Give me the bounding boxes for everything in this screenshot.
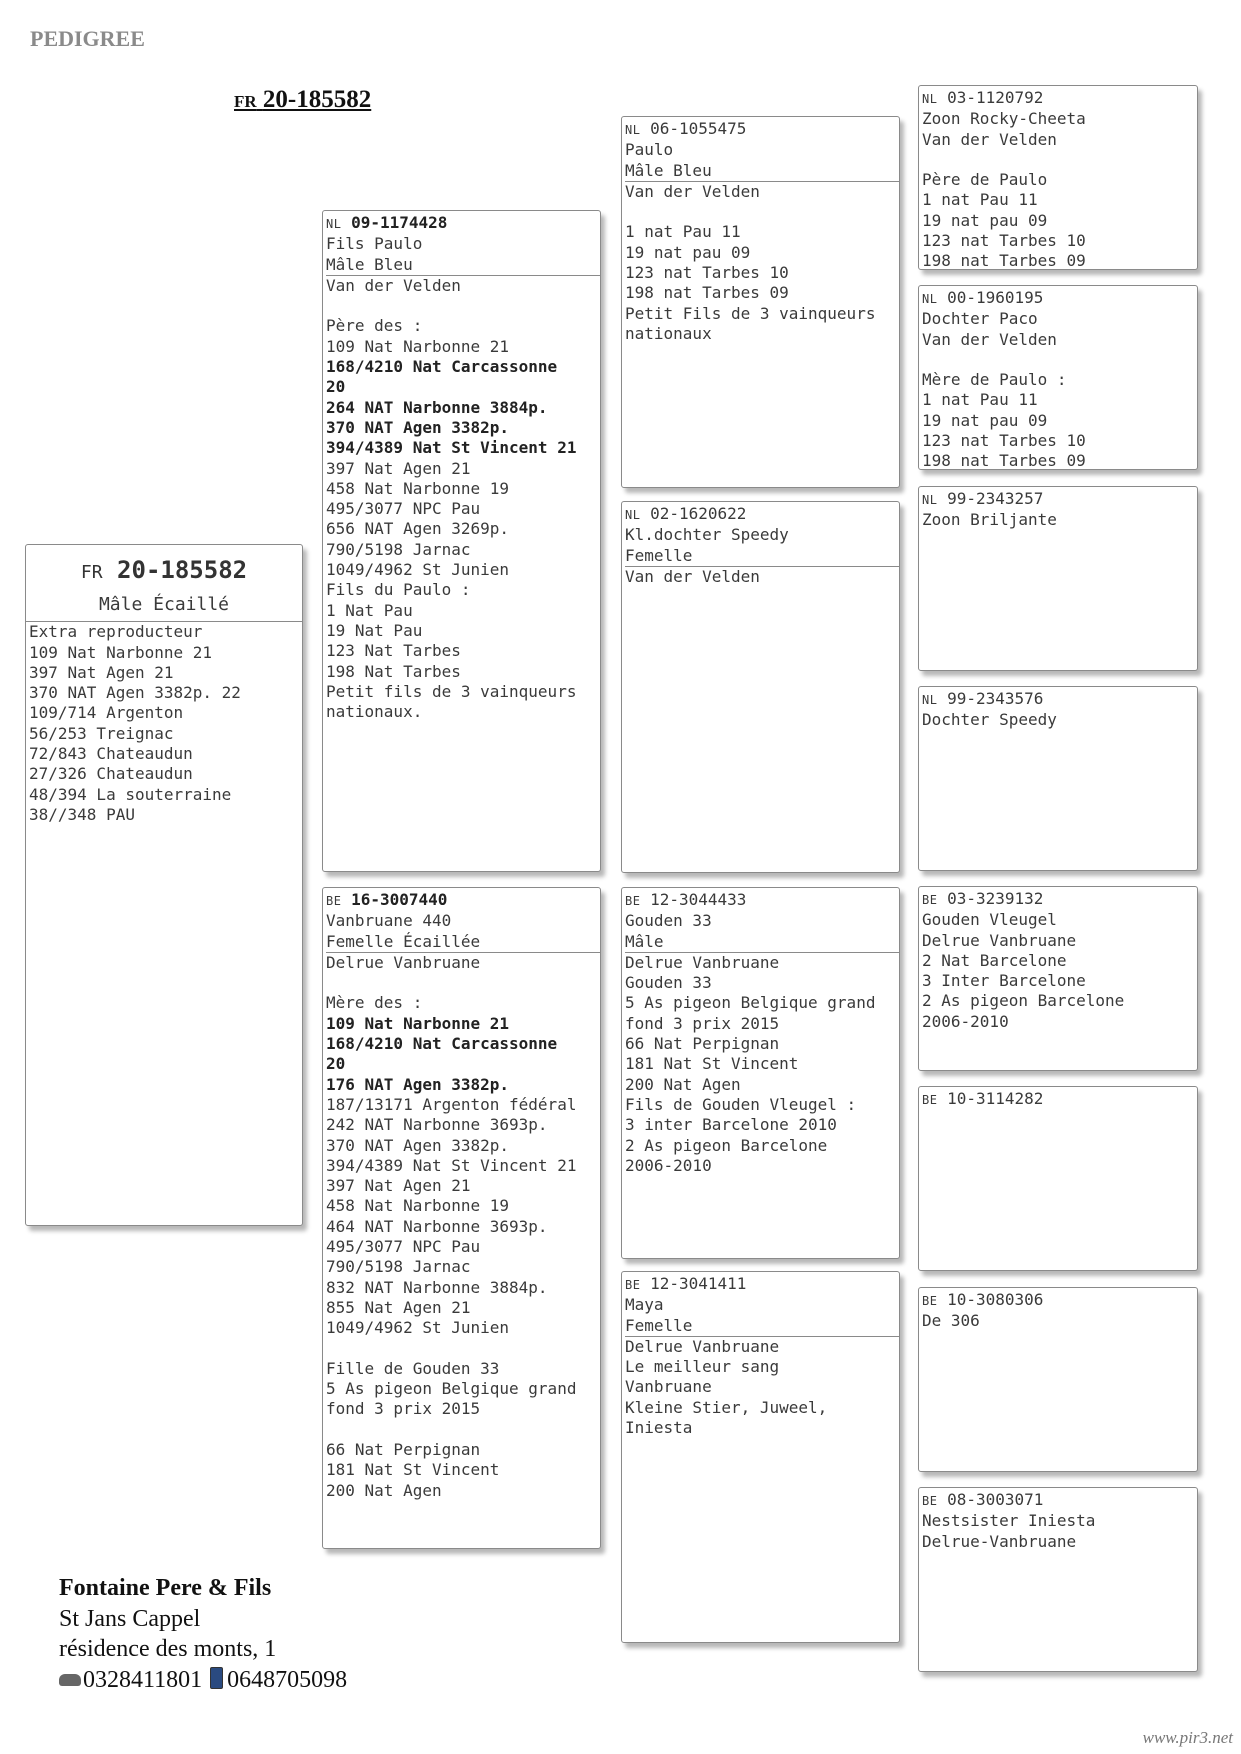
pigeon-sex: Mâle — [625, 932, 899, 953]
site-watermark: www.pir3.net — [1142, 1728, 1233, 1747]
note-line: Zoon Briljante — [922, 510, 1057, 530]
note-line: 2006-2010 — [922, 1011, 1009, 1031]
note-line: nationaux. — [326, 702, 423, 722]
pigeon-name: Gouden 33 — [625, 911, 712, 931]
sire-sex: Mâle Bleu — [326, 255, 600, 276]
owner-contact — [59, 1665, 347, 1696]
note-line: 397 Nat Agen 21 — [29, 662, 174, 682]
ring-country: BE — [625, 1278, 641, 1292]
great-grandparent-box — [918, 486, 1198, 671]
telephone-icon — [59, 1674, 81, 1686]
note-line: 2 Nat Barcelone — [922, 950, 1067, 970]
pigeon-breeder: Van der Velden — [625, 181, 760, 201]
note-line: 109 Nat Narbonne 21 — [29, 642, 213, 662]
note-line — [922, 350, 1194, 370]
ring-number: 08-3003071 — [947, 1490, 1044, 1509]
ring-number: 99-2343576 — [947, 689, 1044, 708]
note-line: 123 nat Tarbes 10 — [922, 231, 1086, 251]
note-line: Père de Paulo — [922, 170, 1048, 190]
note-line: Gouden Vleugel — [922, 910, 1057, 930]
note-line: 19 nat pau 09 — [922, 410, 1048, 430]
note-line: 123 nat Tarbes 10 — [922, 431, 1086, 451]
note-line: 20 — [326, 377, 346, 397]
note-line: Fils du Paulo : — [326, 580, 471, 600]
note-line: Iniesta — [625, 1418, 693, 1438]
owner-city: St Jans Cappel — [59, 1605, 201, 1632]
note-line: Fille de Gouden 33 — [326, 1358, 500, 1378]
note-line: De 306 — [922, 1311, 980, 1331]
sire-notes — [326, 296, 597, 722]
sire-name: Fils Paulo — [326, 234, 423, 254]
note-line: 66 Nat Perpignan — [326, 1440, 481, 1460]
ring-line — [625, 890, 896, 911]
note-line: 56/253 Treignac — [29, 723, 174, 743]
subject-box — [25, 544, 303, 1226]
ring-number: 12-3041411 — [650, 1274, 747, 1293]
ring-country: BE — [922, 893, 938, 907]
note-line: 198 nat Tarbes 09 — [625, 283, 789, 303]
note-line: Delrue Vanbruane — [922, 930, 1077, 950]
dam-country: BE — [326, 894, 342, 908]
note-line: fond 3 prix 2015 — [625, 1013, 780, 1033]
ring-line — [922, 489, 1194, 510]
note-line: 832 NAT Narbonne 3884p. — [326, 1277, 548, 1297]
note-line: 198 Nat Tarbes — [326, 661, 461, 681]
note-line: 200 Nat Agen — [625, 1074, 741, 1094]
note-line: 264 NAT Narbonne 3884p. — [326, 397, 548, 417]
note-line: 370 NAT Agen 3382p. 22 — [29, 683, 241, 703]
note-line: Dochter Paco — [922, 309, 1038, 329]
note-line: 242 NAT Narbonne 3693p. — [326, 1115, 548, 1135]
note-line: 1 nat Pau 11 — [625, 222, 741, 242]
note-line: fond 3 prix 2015 — [326, 1399, 481, 1419]
note-line: 370 NAT Agen 3382p. — [326, 1135, 510, 1155]
pigeon-name: Maya — [625, 1295, 664, 1315]
note-line: 855 Nat Agen 21 — [326, 1297, 471, 1317]
ring-country: NL — [922, 493, 938, 507]
owner-name: Fontaine Pere & Fils — [59, 1575, 272, 1601]
note-line: 38//348 PAU — [29, 804, 135, 824]
note-line — [326, 973, 597, 993]
note-line: 3 inter Barcelone 2010 — [625, 1115, 837, 1135]
note-line: 187/13171 Argenton fédéral — [326, 1094, 577, 1114]
note-line: 20 — [326, 1054, 346, 1074]
note-line: 109/714 Argenton — [29, 703, 184, 723]
note-line — [625, 202, 896, 222]
note-line: 458 Nat Narbonne 19 — [326, 1196, 510, 1216]
note-line: 495/3077 NPC Pau — [326, 499, 481, 519]
ring-country: NL — [625, 508, 641, 522]
ring-country: NL — [625, 123, 641, 137]
ring-line — [922, 1290, 1194, 1311]
note-line: 5 As pigeon Belgique grand — [625, 993, 876, 1013]
note-line: 198 nat Tarbes 09 — [922, 451, 1086, 470]
note-line: 181 Nat St Vincent — [326, 1460, 500, 1480]
mobile-phone-icon — [210, 1667, 223, 1689]
note-line: 19 nat pau 09 — [625, 242, 751, 262]
note-line: 181 Nat St Vincent — [625, 1054, 799, 1074]
top-ring-country: FR — [234, 92, 257, 111]
ring-number: 99-2343257 — [947, 489, 1044, 508]
ring-country: BE — [625, 894, 641, 908]
ring-number: 06-1055475 — [650, 119, 747, 138]
dam-notes — [326, 973, 597, 1501]
sire-breeder: Van der Velden — [326, 275, 461, 295]
note-line: Père des : — [326, 316, 423, 336]
note-line: 109 Nat Narbonne 21 — [326, 336, 510, 356]
note-line: Gouden 33 — [625, 973, 712, 993]
note-line: 66 Nat Perpignan — [625, 1034, 780, 1054]
grandparent-box — [621, 1271, 900, 1643]
note-line: Nestsister Iniesta — [922, 1511, 1096, 1531]
note-line: 198 nat Tarbes 09 — [922, 251, 1086, 270]
ring-line — [922, 288, 1194, 309]
note-line: Van der Velden — [922, 129, 1057, 149]
note-line: nationaux — [625, 323, 712, 343]
note-line: Le meilleur sang — [625, 1357, 780, 1377]
sire-box — [322, 210, 601, 872]
ring-line — [922, 88, 1194, 109]
ring-number: 02-1620622 — [650, 504, 747, 523]
ring-number: 00-1960195 — [947, 288, 1044, 307]
note-line: Delrue-Vanbruane — [922, 1531, 1077, 1551]
note-line: 2 As pigeon Barcelone — [625, 1135, 828, 1155]
ring-line — [922, 1490, 1194, 1511]
note-line: Petit Fils de 3 vainqueurs — [625, 303, 876, 323]
subject-country: FR — [80, 562, 103, 583]
note-line: 397 Nat Agen 21 — [326, 1176, 471, 1196]
owner-phone: 0328411801 — [83, 1666, 203, 1693]
ring-country: NL — [922, 92, 938, 106]
note-line: 1 nat Pau 11 — [922, 390, 1038, 410]
ring-number: 03-1120792 — [947, 88, 1044, 107]
sire-country: NL — [326, 217, 342, 231]
note-line: 123 nat Tarbes 10 — [625, 263, 789, 283]
page-heading: PEDIGREE — [30, 26, 145, 51]
grandparent-box — [621, 116, 900, 488]
ring-number: 10-3080306 — [947, 1290, 1044, 1309]
ring-number: 10-3114282 — [947, 1089, 1044, 1108]
note-line: 19 nat pau 09 — [922, 210, 1048, 230]
pigeon-name: Kl.dochter Speedy — [625, 525, 789, 545]
great-grandparent-box — [918, 686, 1198, 871]
note-line: 48/394 La souterraine — [29, 784, 232, 804]
note-line: 394/4389 Nat St Vincent 21 — [326, 438, 577, 458]
ring-line — [625, 1274, 896, 1295]
note-line: 176 NAT Agen 3382p. — [326, 1074, 510, 1094]
note-line: Extra reproducteur — [29, 622, 203, 642]
note-line: 3 Inter Barcelone — [922, 971, 1086, 991]
note-line: 1 Nat Pau — [326, 600, 413, 620]
ring-country: BE — [922, 1494, 938, 1508]
grandparent-box — [621, 501, 900, 873]
ring-line — [922, 889, 1194, 910]
great-grandparent-box — [918, 1487, 1198, 1672]
grandparent-box — [621, 887, 900, 1259]
dam-breeder: Delrue Vanbruane — [326, 952, 481, 972]
note-line: 790/5198 Jarnac — [326, 539, 471, 559]
great-grandparent-box — [918, 85, 1198, 270]
note-line: Mère des : — [326, 993, 423, 1013]
note-line: 1049/4962 St Junien — [326, 1318, 510, 1338]
subject-ring — [29, 553, 299, 587]
ring-line — [922, 689, 1194, 710]
owner-block — [59, 1573, 347, 1695]
note-line: Mère de Paulo : — [922, 370, 1067, 390]
note-line: 19 Nat Pau — [326, 620, 423, 640]
note-line: 370 NAT Agen 3382p. — [326, 417, 510, 437]
note-line: 5 As pigeon Belgique grand — [326, 1379, 577, 1399]
note-line: 109 Nat Narbonne 21 — [326, 1013, 510, 1033]
note-line: 2006-2010 — [625, 1155, 712, 1175]
ring-country: NL — [922, 693, 938, 707]
note-line: 200 Nat Agen — [326, 1480, 442, 1500]
ring-line — [922, 1089, 1194, 1110]
note-line: 168/4210 Nat Carcassonne — [326, 1034, 558, 1054]
dam-box — [322, 887, 601, 1549]
pigeon-sex: Femelle — [625, 1316, 899, 1337]
note-line: 1049/4962 St Junien — [326, 560, 510, 580]
subject-notes — [29, 622, 299, 825]
dam-name: Vanbruane 440 — [326, 911, 452, 931]
subject-ring-value: 20-185582 — [117, 556, 248, 584]
note-line: 27/326 Chateaudun — [29, 764, 193, 784]
note-line: 790/5198 Jarnac — [326, 1257, 471, 1277]
note-line — [326, 296, 597, 316]
note-line — [326, 1420, 597, 1440]
note-line: Zoon Rocky-Cheeta — [922, 109, 1086, 129]
great-grandparent-box — [918, 1086, 1198, 1271]
note-line: 464 NAT Narbonne 3693p. — [326, 1216, 548, 1236]
ring-country: NL — [922, 292, 938, 306]
sire-ring: 09-1174428 — [351, 213, 448, 232]
note-line: 458 Nat Narbonne 19 — [326, 478, 510, 498]
note-line — [326, 1339, 597, 1359]
ring-line — [625, 504, 896, 525]
pigeon-breeder: Delrue Vanbruane — [625, 1336, 780, 1356]
pigeon-sex: Femelle — [625, 546, 899, 567]
note-line: Van der Velden — [922, 329, 1057, 349]
ring-number: 12-3044433 — [650, 890, 747, 909]
great-grandparent-box — [918, 285, 1198, 470]
subject-sex: Mâle Écaillé — [26, 595, 302, 622]
great-grandparent-box — [918, 886, 1198, 1071]
note-line: 168/4210 Nat Carcassonne — [326, 357, 558, 377]
top-ring-number — [234, 86, 371, 114]
note-line: 397 Nat Agen 21 — [326, 458, 471, 478]
ring-line — [625, 119, 896, 140]
note-line: 2 As pigeon Barcelone — [922, 991, 1125, 1011]
note-line — [922, 150, 1194, 170]
owner-mobile: 0648705098 — [227, 1666, 348, 1693]
note-line: Vanbruane — [625, 1377, 712, 1397]
note-line: 1 nat Pau 11 — [922, 190, 1038, 210]
pigeon-breeder: Delrue Vanbruane — [625, 952, 780, 972]
note-line: 72/843 Chateaudun — [29, 744, 193, 764]
note-line: 394/4389 Nat St Vincent 21 — [326, 1155, 577, 1175]
note-line: 495/3077 NPC Pau — [326, 1237, 481, 1257]
dam-sex: Femelle Écaillée — [326, 932, 600, 953]
pigeon-sex: Mâle Bleu — [625, 161, 899, 182]
pigeon-name: Paulo — [625, 140, 674, 160]
ring-number: 03-3239132 — [947, 889, 1044, 908]
note-line: Kleine Stier, Juweel, — [625, 1397, 828, 1417]
note-line: Fils de Gouden Vleugel : — [625, 1094, 857, 1114]
dam-ring: 16-3007440 — [351, 890, 448, 909]
great-grandparent-box — [918, 1287, 1198, 1472]
pigeon-breeder: Van der Velden — [625, 566, 760, 586]
note-line: 656 NAT Agen 3269p. — [326, 519, 510, 539]
owner-address: résidence des monts, 1 — [59, 1636, 277, 1662]
note-line: 123 Nat Tarbes — [326, 641, 461, 661]
note-line: Dochter Speedy — [922, 710, 1057, 730]
top-ring-value: 20-185582 — [262, 86, 372, 113]
note-line: Petit fils de 3 vainqueurs — [326, 681, 577, 701]
ring-country: BE — [922, 1294, 938, 1308]
ring-country: BE — [922, 1093, 938, 1107]
